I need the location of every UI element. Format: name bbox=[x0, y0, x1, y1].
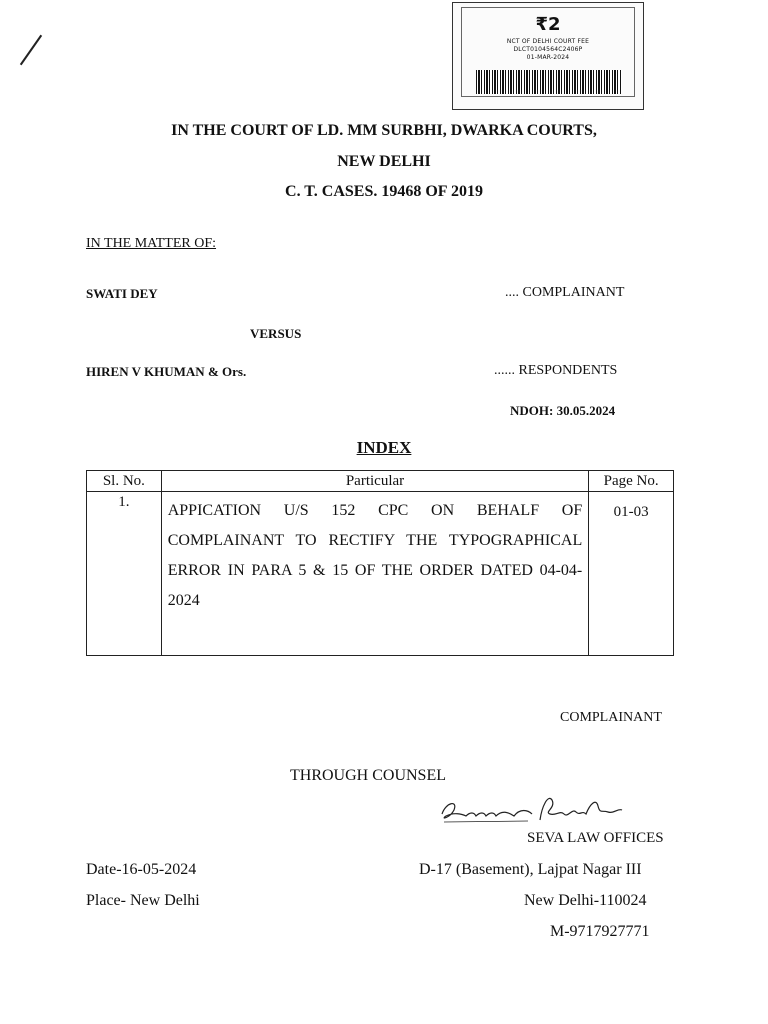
respondent-role: ...... RESPONDENTS bbox=[494, 363, 618, 378]
row-particular: APPICATION U/S 152 CPC ON BEHALF OF COMPLAINANT TO RECTIFY THE TYPOGRAPHICAL ERROR IN PARA 5 & 15 OF THE ORDER DATED 04-04-2024 bbox=[161, 492, 589, 656]
through-counsel: THROUGH COUNSEL bbox=[290, 767, 446, 784]
pen-mark-icon bbox=[20, 35, 42, 66]
stamp-line-1: NCT OF DELHI COURT FEE bbox=[506, 38, 590, 45]
row-page: 01-03 bbox=[589, 492, 674, 656]
footer-complainant: COMPLAINANT bbox=[560, 710, 662, 725]
office-address-line-1: D-17 (Basement), Lajpat Nagar III bbox=[419, 861, 642, 878]
office-address-line-2: New Delhi-110024 bbox=[524, 892, 647, 909]
case-number: C. T. CASES. 19468 OF 2019 bbox=[285, 183, 483, 200]
barcode-icon bbox=[476, 70, 622, 94]
table-row bbox=[87, 492, 674, 656]
stamp-line-2: DLCT0104564C2406P bbox=[513, 46, 583, 53]
complainant-name: SWATI DEY bbox=[86, 286, 158, 301]
index-title: INDEX bbox=[356, 438, 412, 457]
row-sl: 1. bbox=[87, 492, 162, 656]
column-header-particular: Particular bbox=[161, 471, 589, 492]
signature bbox=[432, 790, 632, 830]
court-fee-stamp bbox=[452, 2, 644, 110]
stamp-amount: ₹2 bbox=[535, 14, 561, 35]
court-location: NEW DELHI bbox=[337, 153, 431, 170]
ndoh: NDOH: 30.05.2024 bbox=[510, 403, 616, 418]
index-table bbox=[86, 470, 674, 656]
respondent-name: HIREN V KHUMAN & Ors. bbox=[86, 364, 247, 379]
document-place: Place- New Delhi bbox=[86, 892, 200, 909]
index-header-row bbox=[87, 471, 674, 492]
complainant-role: .... COMPLAINANT bbox=[505, 285, 625, 300]
law-office: SEVA LAW OFFICES bbox=[527, 830, 664, 846]
office-mobile: M-9717927771 bbox=[550, 923, 650, 940]
document-date: Date-16-05-2024 bbox=[86, 861, 197, 878]
column-header-page: Page No. bbox=[589, 471, 674, 492]
court-heading: IN THE COURT OF LD. MM SURBHI, DWARKA COURTS, bbox=[171, 122, 597, 139]
matter-label: IN THE MATTER OF: bbox=[86, 236, 217, 251]
column-header-sl: Sl. No. bbox=[87, 471, 162, 492]
versus-label: VERSUS bbox=[250, 326, 302, 341]
stamp-line-3: 01-MAR-2024 bbox=[526, 54, 570, 61]
